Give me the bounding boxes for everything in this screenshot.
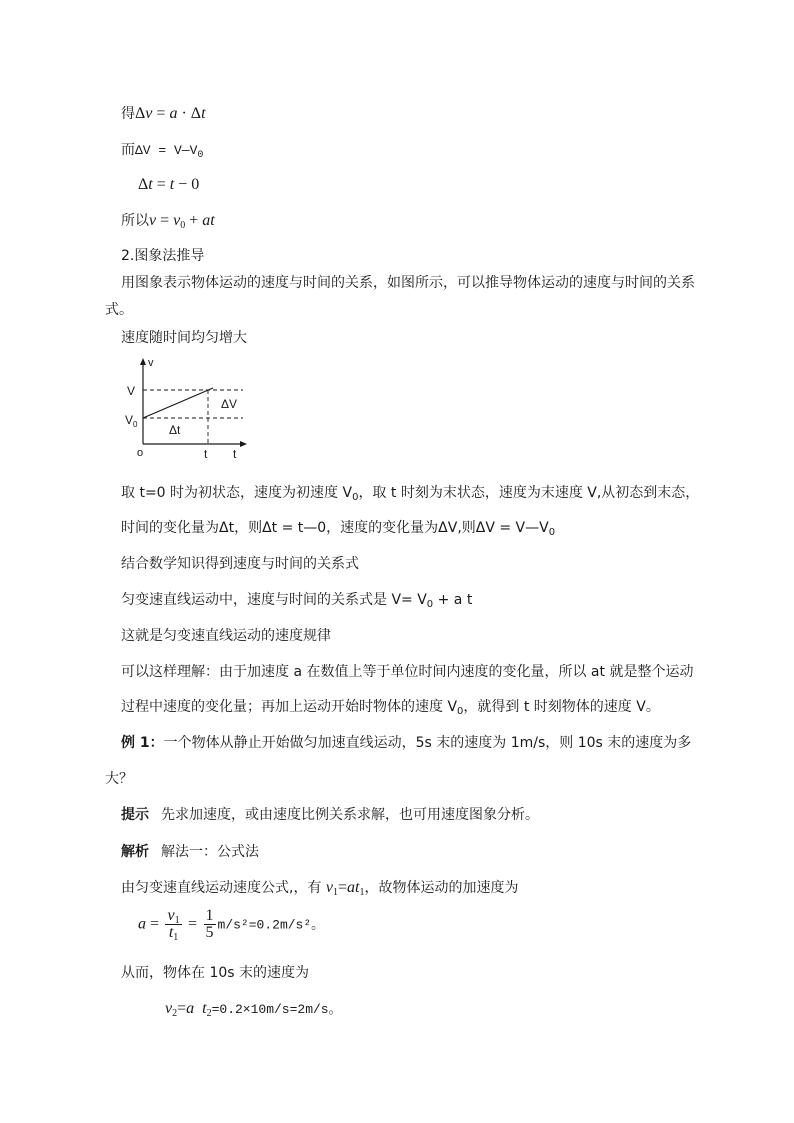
explain-line-4-a: 匀变速直线运动中，速度与时间的关系式是 V= V [121,592,427,608]
fraction-v1-over-t1: $\frac{v_1}{t_1}$ [167,907,180,943]
derivation-line-2 [121,140,203,161]
solution-line-3: 从而，物体在 10s 末的速度为 [121,965,310,981]
formula-dt-equals-t-0: Δt = t − 0 [138,176,200,193]
explain-line-1-a: 取 t=0 时为初状态，速度为初速度 V [121,485,353,501]
subscript-zero: 0 [352,492,359,503]
hint-label: 提示 [121,807,149,823]
label-delta-t: Δt [169,423,181,437]
velocity-result-line [165,999,342,1020]
formula-dv-equals-a-dt: Δv = a · Δt [135,105,206,122]
fraction-denominator: 5 [205,924,214,941]
acceleration-result: m/s²=0.2m/s²。 [217,917,325,933]
velocity-time-graph [115,352,255,462]
derivation-line-1-prefix: 得 [121,106,135,122]
derivation-line-4 [121,211,215,231]
subscript-zero: 0 [548,527,556,538]
explain-line-4 [121,590,472,610]
label-t-tick: t [204,447,208,461]
derivation-line-1 [121,104,206,124]
hint-text: 先求加速度，或由速度比例关系求解，也可用速度图象分析。 [161,807,539,823]
derivation-line-2-prefix: 而 [121,142,135,158]
label-V0-text: V [125,413,134,427]
solution-method: 解法一：公式法 [161,844,259,860]
subscript-zero: 0 [457,706,464,717]
t-axis-arrow [240,441,247,447]
hint-line [121,805,539,825]
fraction-1-over-5 [204,908,216,941]
axis-label-v: v [148,357,154,369]
explain-line-4-b: + a t [433,592,473,608]
label-origin: o [137,447,144,459]
formula-a-symbol: a = [138,915,160,933]
label-V: V [127,384,136,398]
explain-line-6: 可以这样理解：由于加速度 a 在数值上等于单位时间内速度的变化量，所以 at 就是整个运动 [121,664,694,680]
label-V0-sub: 0 [133,420,138,429]
graph-caption: 速度随时间均匀增大 [121,330,247,346]
explain-line-1 [121,483,699,503]
solution-formula-a: 由匀变速直线运动速度公式,，有 [121,880,326,896]
formula-v1-equals-a-t1: $v_1=at_1$ [325,879,365,898]
example-question-line-1 [121,733,691,753]
explain-line-3: 结合数学知识得到速度与时间的关系式 [121,556,359,572]
acceleration-formula [138,908,324,941]
section-intro-line-1: 用图象表示物体运动的速度与时间的关系，如图所示，可以推导物体运动的速度与时间的关系 [121,275,695,291]
formula-v-equals-v0-plus-at: $v = v_0$ + at [149,212,215,231]
solution-label: 解析 [121,844,149,860]
subscript-zero: 0 [197,150,204,161]
explain-line-7 [121,697,660,717]
section-intro-line-2: 式。 [105,302,133,318]
explain-line-7-a: 过程中速度的变化量；再加上运动开始时物体的速度 V [121,699,458,715]
velocity-line [143,388,213,418]
formula-dv-text: ΔV = V—V [135,143,198,158]
section-heading: 2.图象法推导 [121,248,205,264]
explain-line-5: 这就是匀变速直线运动的速度规律 [121,628,331,644]
velocity-result: =0.2×10m/s=2m/s。 [211,1002,342,1017]
label-V0 [125,413,138,429]
fraction-numerator: 1 [205,907,214,924]
explain-line-2 [121,518,555,538]
subscript-zero: 0 [426,599,434,610]
formula-dv-equals-v-v0 [135,143,204,161]
equals-sign: = [188,915,198,933]
example-label: 例 1： [121,735,164,751]
axis-label-t: t [233,447,237,461]
derivation-line-4-prefix: 所以 [121,213,149,229]
formula-v2-equals-a-t2: $v_2=a$ $t_2$ [165,1000,212,1019]
label-delta-V: ΔV [221,397,238,411]
v-axis-arrow [140,358,146,365]
solution-formula-b: ，故物体运动的加速度为 [364,880,519,896]
explain-line-2-a: 时间的变化量为Δt，则Δt = t—0，速度的变化量为ΔV,则ΔV = V—V [121,520,549,536]
explain-line-1-b: ，取 t 时刻为末状态，速度为末速度 V,从初态到末态， [358,485,700,501]
example-question-line-2: 大？ [105,771,133,787]
example-question-text: 一个物体从静止开始做匀加速直线运动，5s 末的速度为 1m/s，则 10s 末的速度为多 [163,735,692,751]
explain-line-7-b: ，就得到 t 时刻物体的速度 V。 [463,699,660,715]
solution-formula-line [121,878,519,898]
solution-line [121,842,259,862]
